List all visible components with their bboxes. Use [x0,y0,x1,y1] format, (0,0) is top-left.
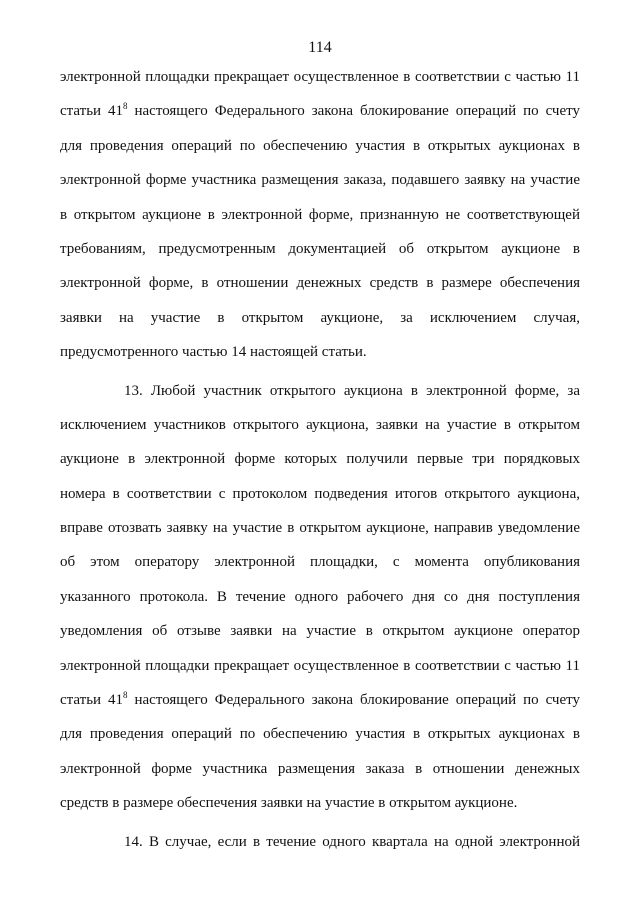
paragraph-12-continuation [60,60,580,370]
text-line: 13. Любой участник открытого аукциона в электронной форме, за [124,382,580,399]
text-line: для проведения операций по обеспечению участия в открытых аукционах в [60,137,580,154]
text-line [60,683,580,717]
text-line: об этом оператору электронной площадки, с момента опубликования [60,554,580,571]
text-line: электронной площадки прекращает осуществленное в соответствии с частью 11 [60,657,580,674]
text-line: аукционе в электронной форме которых получили первые три порядковых [60,451,580,468]
text-line: для проведения операций по обеспечению участия в открытых аукционах в [60,726,580,743]
text-fragment: настоящего Федерального закона блокирование операций по счету [127,692,580,709]
paragraph-14 [60,825,580,859]
text-line: указанного протокола. В течение одного рабочего дня со дня поступления [60,588,580,605]
text-line: требованиям, предусмотренным документацией об открытом аукционе в [60,240,580,257]
text-fragment: настоящего Федерального закона блокирование операций по счету [127,103,580,120]
superscript: 8 [123,101,128,112]
text-fragment: статьи 41 [60,692,124,709]
text-line: уведомления об отзыве заявки на участие в открытом аукционе оператор [60,623,580,640]
text-line: исключением участников открытого аукциона, заявки на участие в открытом [60,416,580,433]
text-line: вправе отозвать заявку на участие в открытом аукционе, направив уведомление [60,520,580,537]
text-line: электронной форме участника размещения заказа в отношении денежных [60,760,580,777]
paragraph-13 [60,374,580,821]
text-line [60,94,580,128]
text-line: номера в соответствии с протоколом подведения итогов открытого аукциона, [60,485,580,502]
text-line: 14. В случае, если в течение одного квартала на одной электронной [124,833,580,850]
page-number: 114 [308,39,332,56]
text-fragment: статьи 41 [60,103,124,120]
superscript: 8 [123,690,128,701]
text-line: заявки на участие в открытом аукционе, за исключением случая, [60,309,580,326]
text-line: электронной площадки прекращает осуществленное в соответствии с частью 11 [60,69,580,85]
text-line: электронной форме участника размещения заказа, подавшего заявку на участие [60,172,580,189]
document-body [60,60,580,859]
text-line: электронной форме, в отношении денежных средств в размере обеспечения [60,275,580,292]
text-line: средств в размере обеспечения заявки на участие в открытом аукционе. [60,795,518,812]
text-line: предусмотренного частью 14 настоящей статьи. [60,344,367,361]
text-line: в открытом аукционе в электронной форме, признанную не соответствующей [60,206,580,223]
